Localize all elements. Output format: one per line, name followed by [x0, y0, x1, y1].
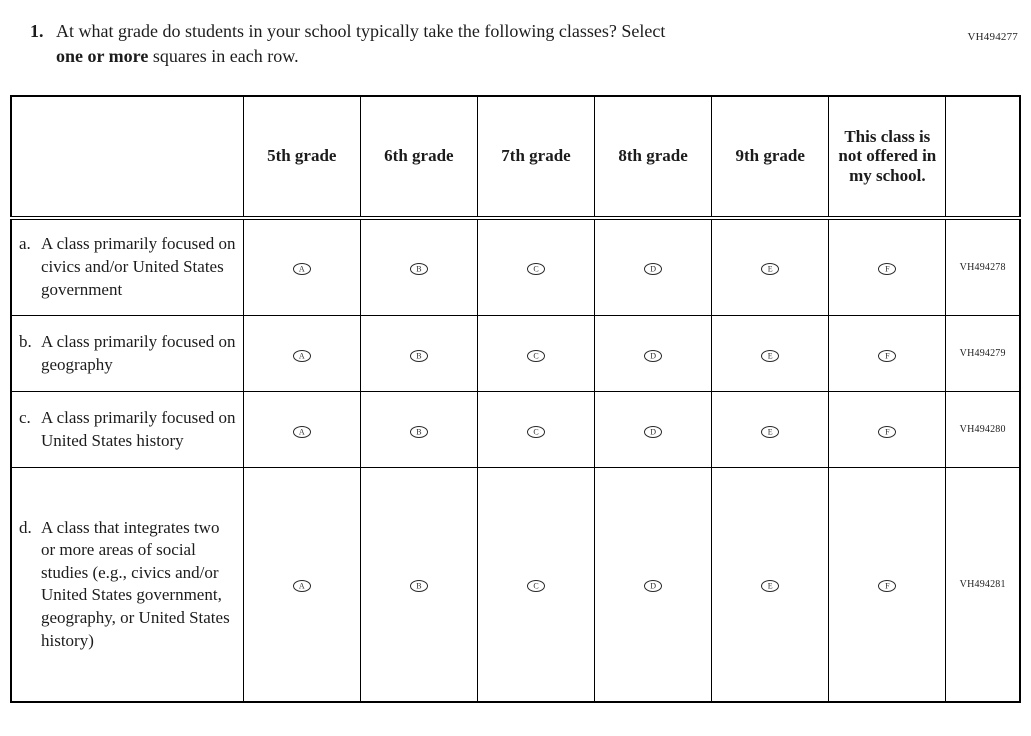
row-d-bubble-d[interactable]: [644, 580, 662, 592]
row-d-bubble-e[interactable]: [761, 580, 779, 592]
bubble-letter: D: [650, 427, 656, 437]
table-row-c: [11, 392, 1020, 468]
question-line-2-rest: squares in each row.: [148, 45, 299, 66]
row-c-bubble-a[interactable]: [293, 426, 311, 438]
row-d-cell-7th: [477, 468, 594, 702]
bubble-letter: D: [650, 351, 656, 361]
row-c-label: A class primarily focused on United States history: [41, 408, 236, 450]
row-a-bubble-f[interactable]: [878, 263, 896, 275]
row-a-letter: a.: [19, 234, 31, 254]
row-c-cell-not-offered: [829, 392, 946, 468]
row-b-bubble-e[interactable]: [761, 350, 779, 362]
row-c-bubble-e[interactable]: [761, 426, 779, 438]
header-code-column: [946, 96, 1020, 218]
row-c-bubble-b[interactable]: [410, 426, 428, 438]
bubble-letter: C: [533, 351, 539, 361]
row-b-cell-not-offered: [829, 316, 946, 392]
question-number: 1.: [30, 21, 44, 41]
question-line-1: At what grade do students in your school typically take the following classes? Select: [56, 21, 666, 41]
header-empty-label: [11, 96, 243, 218]
bubble-letter: F: [885, 427, 890, 437]
row-c-label-cell: [11, 392, 243, 468]
bubble-letter: F: [885, 264, 890, 274]
bubble-letter: B: [416, 351, 422, 361]
row-d-bubble-b[interactable]: [410, 580, 428, 592]
table-row-d: [11, 468, 1020, 702]
row-b-bubble-f[interactable]: [878, 350, 896, 362]
bubble-letter: C: [533, 264, 539, 274]
row-d-code: VH494281: [946, 468, 1020, 702]
row-c-cell-9th: [712, 392, 829, 468]
bubble-letter: B: [416, 264, 422, 274]
row-a-cell-9th: [712, 218, 829, 316]
header-not-offered: This class is not offered in my school.: [829, 96, 946, 218]
bubble-letter: A: [298, 351, 305, 361]
row-d-cell-not-offered: [829, 468, 946, 702]
row-c-cell-6th: [360, 392, 477, 468]
row-a-code: VH494278: [946, 218, 1020, 316]
row-d-letter: d.: [19, 517, 32, 537]
bubble-letter: E: [767, 581, 773, 591]
table-row-a: [11, 218, 1020, 316]
bubble-letter: C: [533, 581, 539, 591]
bubble-letter: E: [767, 427, 773, 437]
bubble-letter: F: [885, 351, 890, 361]
question-text: [56, 19, 665, 69]
bubble-letter: E: [767, 351, 773, 361]
row-c-cell-5th: [243, 392, 360, 468]
row-c-letter: c.: [19, 408, 31, 428]
row-c-bubble-c[interactable]: [527, 426, 545, 438]
row-b-bubble-c[interactable]: [527, 350, 545, 362]
row-b-bubble-b[interactable]: [410, 350, 428, 362]
row-b-letter: b.: [19, 332, 32, 352]
row-c-cell-7th: [477, 392, 594, 468]
question-bold-phrase: one or more: [56, 45, 149, 66]
bubble-letter: D: [650, 581, 656, 591]
row-b-cell-7th: [477, 316, 594, 392]
table-row-b: [11, 316, 1020, 392]
bubble-letter: A: [298, 581, 305, 591]
row-a-cell-6th: [360, 218, 477, 316]
row-b-label-cell: [11, 316, 243, 392]
bubble-letter: B: [416, 427, 422, 437]
row-d-cell-8th: [595, 468, 712, 702]
header-9th-grade: 9th grade: [712, 96, 829, 218]
bubble-letter: F: [885, 581, 890, 591]
row-c-bubble-f[interactable]: [878, 426, 896, 438]
row-b-cell-5th: [243, 316, 360, 392]
question-1: [30, 19, 1001, 69]
bubble-letter: E: [767, 264, 773, 274]
row-a-cell-not-offered: [829, 218, 946, 316]
row-d-cell-5th: [243, 468, 360, 702]
header-8th-grade: 8th grade: [595, 96, 712, 218]
row-c-cell-8th: [595, 392, 712, 468]
row-a-cell-8th: [595, 218, 712, 316]
row-a-bubble-a[interactable]: [293, 263, 311, 275]
header-6th-grade: 6th grade: [360, 96, 477, 218]
bubble-letter: B: [416, 581, 422, 591]
row-a-cell-7th: [477, 218, 594, 316]
row-d-bubble-a[interactable]: [293, 580, 311, 592]
row-d-cell-6th: [360, 468, 477, 702]
row-a-bubble-c[interactable]: [527, 263, 545, 275]
row-c-code: VH494280: [946, 392, 1020, 468]
row-b-cell-6th: [360, 316, 477, 392]
form-item-code: VH494277: [967, 31, 1018, 43]
header-row: [11, 96, 1020, 218]
row-b-code: VH494279: [946, 316, 1020, 392]
row-b-cell-9th: [712, 316, 829, 392]
row-c-bubble-d[interactable]: [644, 426, 662, 438]
row-b-label: A class primarily focused on geography: [41, 332, 236, 374]
row-a-label-cell: [11, 218, 243, 316]
question-line-2: [56, 44, 665, 69]
bubble-letter: A: [298, 427, 305, 437]
row-d-cell-9th: [712, 468, 829, 702]
row-a-bubble-d[interactable]: [644, 263, 662, 275]
row-d-label-cell: [11, 468, 243, 702]
row-b-bubble-d[interactable]: [644, 350, 662, 362]
row-a-label: A class primarily focused on civics and/or United States government: [41, 234, 236, 299]
bubble-letter: D: [650, 264, 656, 274]
row-a-cell-5th: [243, 218, 360, 316]
bubble-letter: A: [298, 264, 305, 274]
header-7th-grade: 7th grade: [477, 96, 594, 218]
row-d-bubble-c[interactable]: [527, 580, 545, 592]
bubble-letter: C: [533, 427, 539, 437]
row-b-bubble-a[interactable]: [293, 350, 311, 362]
grade-selection-table: [10, 95, 1021, 703]
row-b-cell-8th: [595, 316, 712, 392]
row-a-bubble-e[interactable]: [761, 263, 779, 275]
row-d-bubble-f[interactable]: [878, 580, 896, 592]
header-5th-grade: 5th grade: [243, 96, 360, 218]
row-d-label: A class that integrates two or more areas of social studies (e.g., civics and/or United States government, geography, or United States history): [41, 517, 230, 650]
row-a-bubble-b[interactable]: [410, 263, 428, 275]
